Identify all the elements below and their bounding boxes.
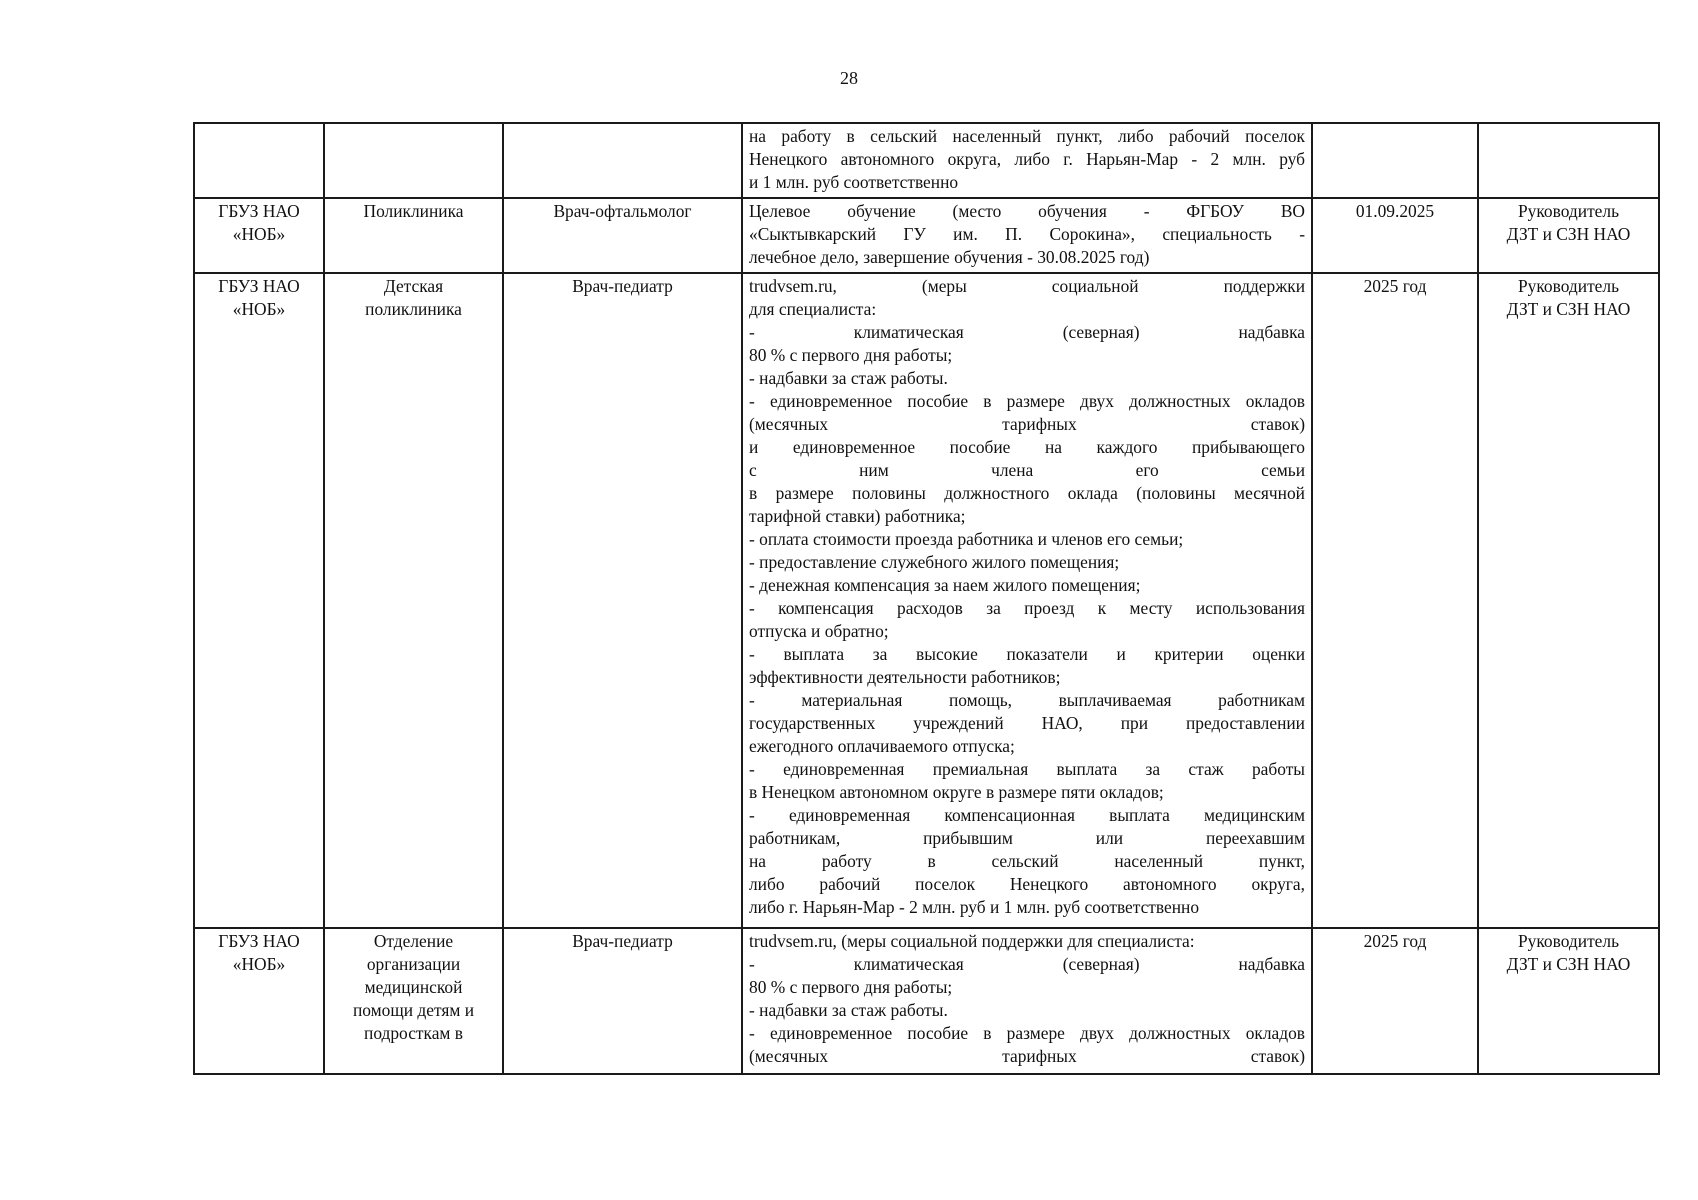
responsible-line: Руководитель [1518,276,1619,296]
responsible-line: ДЗТ и СЗН НАО [1506,299,1631,319]
unit-line: поликлиника [365,299,462,319]
institution-line: ГБУЗ НАО [218,931,300,951]
measure-line: с ним члена его семьи [749,460,1305,480]
measure-line: - единовременная премиальная выплата за стаж работы [749,759,1305,779]
measure-line: (месячных тарифных ставок) [749,414,1305,434]
measure-line: Целевое обучение (место обучения - ФГБОУ ВО [749,201,1305,221]
measures-cell [742,123,1312,198]
measures-cell [742,198,1312,273]
measure-line: для специалиста: [749,299,877,319]
responsible-line: Руководитель [1518,201,1619,221]
measure-line: - единовременное пособие в размере двух должностных окладов [749,1023,1305,1043]
responsible-line: ДЗТ и СЗН НАО [1506,224,1631,244]
institution-line: «НОБ» [232,954,286,974]
measure-line: лечебное дело, завершение обучения - 30.08.2025 год) [749,247,1150,267]
position-line: Врач-педиатр [572,931,673,951]
measure-line: - оплата стоимости проезда работника и членов его семьи; [749,529,1184,549]
measure-line: - климатическая (северная) надбавка [749,322,1305,342]
measures-cell [742,273,1312,928]
date-line: 01.09.2025 [1355,201,1435,221]
position-line: Врач-офтальмолог [553,201,692,221]
institution-cell [194,198,324,273]
measure-line: на работу в сельский населенный пункт, либо рабочий поселок [749,126,1305,146]
measure-line: в размере половины должностного оклада (половины месячной [749,483,1305,503]
measures-table [193,122,1660,1075]
table-row [194,123,1659,198]
institution-cell [194,123,324,198]
unit-cell [324,198,503,273]
measure-line: - климатическая (северная) надбавка [749,954,1305,974]
measures-cell [742,928,1312,1074]
measure-line: trudvsem.ru, (меры социальной поддержки [749,276,1305,296]
date-cell [1312,928,1478,1074]
institution-line: ГБУЗ НАО [218,276,300,296]
unit-line: Отделение [373,931,454,951]
measure-line: и 1 млн. руб соответственно [749,172,959,192]
measure-line: либо рабочий поселок Ненецкого автономного округа, [749,874,1305,894]
measure-line: - выплата за высокие показатели и критерии оценки [749,644,1305,664]
unit-line: подросткам в [364,1023,463,1043]
measure-line: - единовременная компенсационная выплата медицинским [749,805,1305,825]
unit-cell [324,928,503,1074]
measure-line: 80 % с первого дня работы; [749,345,953,365]
measure-line: и единовременное пособие на каждого прибывающего [749,437,1305,457]
unit-line: Детская [383,276,444,296]
measure-line: - материальная помощь, выплачиваемая работникам [749,690,1305,710]
table-row [194,198,1659,273]
unit-cell [324,123,503,198]
measure-line: Ненецкого автономного округа, либо г. Нарьян-Мар - 2 млн. руб [749,149,1305,169]
measure-line: государственных учреждений НАО, при предоставлении [749,713,1305,733]
measure-line: в Ненецком автономном округе в размере пяти окладов; [749,782,1164,802]
unit-cell [324,273,503,928]
unit-line: Поликлиника [363,201,464,221]
unit-line: медицинской [364,977,463,997]
table-row [194,928,1659,1074]
measure-line: - единовременное пособие в размере двух должностных окладов [749,391,1305,411]
position-cell [503,273,742,928]
page-number: 28 [840,68,858,88]
measure-line: работникам, прибывшим или переехавшим [749,828,1305,848]
responsible-cell [1478,198,1659,273]
measure-line: ежегодного оплачиваемого отпуска; [749,736,1015,756]
responsible-cell [1478,123,1659,198]
responsible-cell [1478,273,1659,928]
responsible-line: Руководитель [1518,931,1619,951]
institution-cell [194,928,324,1074]
measure-line: - предоставление служебного жилого помещения; [749,552,1120,572]
measure-line: - надбавки за стаж работы. [749,368,948,388]
table-body [194,123,1659,1074]
position-cell [503,928,742,1074]
institution-line: «НОБ» [232,299,286,319]
measure-line: эффективности деятельности работников; [749,667,1061,687]
position-cell [503,198,742,273]
measure-line: «Сыктывкарский ГУ им. П. Сорокина», специальность - [749,224,1305,244]
institution-line: ГБУЗ НАО [218,201,300,221]
measure-line: отпуска и обратно; [749,621,889,641]
measure-line: - компенсация расходов за проезд к месту использования [749,598,1305,618]
measure-line: - денежная компенсация за наем жилого помещения; [749,575,1141,595]
date-line: 2025 год [1363,276,1427,296]
unit-line: помощи детям и [352,1000,474,1020]
date-cell [1312,123,1478,198]
measure-line: либо г. Нарьян-Мар - 2 млн. руб и 1 млн. руб соответственно [749,897,1200,917]
measure-line: - надбавки за стаж работы. [749,1000,948,1020]
measure-line: trudvsem.ru, (меры социальной поддержки для специалиста: [749,931,1195,951]
measure-line: (месячных тарифных ставок) [749,1046,1305,1066]
responsible-cell [1478,928,1659,1074]
responsible-line: ДЗТ и СЗН НАО [1506,954,1631,974]
date-cell [1312,273,1478,928]
measure-line: 80 % с первого дня работы; [749,977,953,997]
table-row [194,273,1659,928]
date-cell [1312,198,1478,273]
position-line: Врач-педиатр [572,276,673,296]
unit-line: организации [366,954,461,974]
institution-cell [194,273,324,928]
measure-line: тарифной ставки) работника; [749,506,966,526]
measure-line: на работу в сельский населенный пункт, [749,851,1305,871]
position-cell [503,123,742,198]
date-line: 2025 год [1363,931,1427,951]
institution-line: «НОБ» [232,224,286,244]
